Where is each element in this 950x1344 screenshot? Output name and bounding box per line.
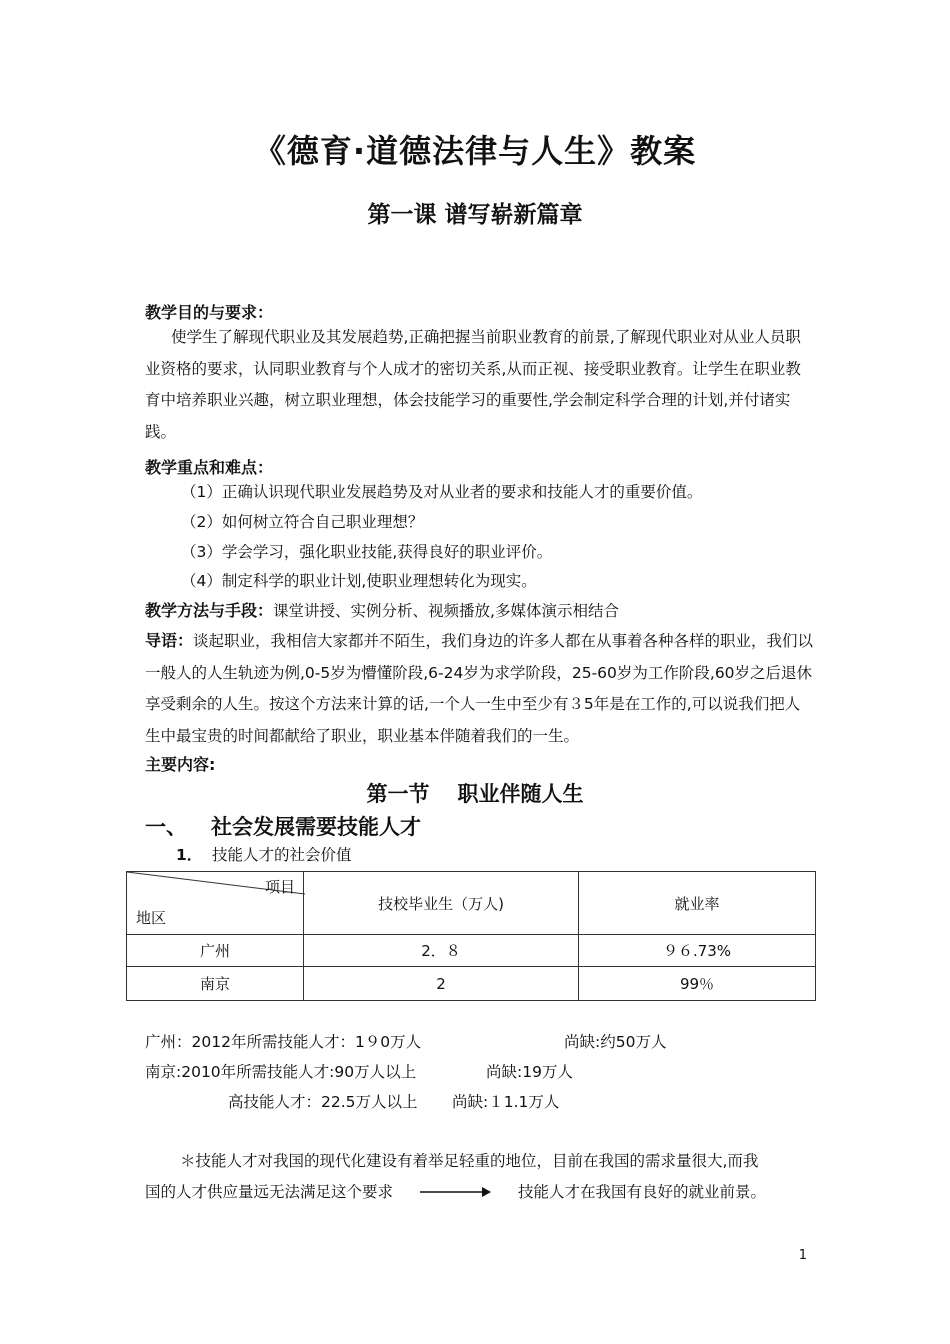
conclusion-line: ＊技能人才对我国的现代化建设有着举足轻重的地位，目前在我国的需求量很大,而我 [180,1152,759,1170]
column-header: 就业率 [579,872,816,935]
key-point-item: （1）正确认识现代职业发展趋势及对从业者的要求和技能人才的重要价值。 [181,483,703,501]
corner-label-bottom: 地区 [136,909,167,927]
key-points-heading: 教学重点和难点： [145,458,274,477]
key-point-item: （2）如何树立符合自己职业理想？ [181,513,424,531]
page-number: 1 [798,1248,807,1263]
subheading-title: 技能人才的社会价值 [212,846,352,864]
graduates-cell: 2．８ [304,935,579,967]
lesson-title: 第一课 谱写崭新篇章 [367,202,583,228]
table-row [127,935,816,967]
document-title: 《德育·道德法律与人生》教案 [253,132,697,170]
section-heading [0,778,950,808]
table-row [127,967,816,1001]
key-point-item: （4）制定科学的职业计划,使职业理想转化为现实。 [181,572,537,590]
corner-label-top: 项目 [264,878,295,896]
graduates-table [126,871,816,1001]
intro-heading: 导语： [145,631,194,650]
main-content-heading: 主要内容: [145,755,216,774]
methods-line [145,596,619,626]
stat-line: 广州：2012年所需技能人才：1９0万人 [145,1033,422,1051]
section-title: 职业伴随人生 [457,782,584,806]
section-number: 第一节 [366,782,430,806]
heading-number: 一、 [145,815,187,839]
objectives-heading: 教学目的与要求： [145,303,274,322]
table-corner-cell [127,872,304,935]
stat-line: 高技能人才：22.5万人以上 [228,1093,418,1111]
graduates-cell: 2 [304,967,579,1001]
key-point-item: （3）学会学习，强化职业技能,获得良好的职业评价。 [181,543,553,561]
objectives-text: 使学生了解现代职业及其发展趋势,正确把握当前职业教育的前景,了解现代职业对从业人员职业资格的要求，认同职业教育与个人成才的密切关系,从而正视、接受职业教育。让学生在职业教育中培养职业兴趣，树立职业理想，体会技能学习的重要性,学会制定科学合理的计划,并付诸实践。 [145,328,801,441]
methods-text: 课堂讲授、实例分析、视频播放,多媒体演示相结合 [273,602,619,620]
heading-level-1 [145,811,421,841]
conclusion-line: 技能人才在我国有良好的就业前景。 [518,1183,767,1201]
right-arrow-icon [420,1185,492,1199]
subheading-number: 1． [176,846,203,864]
rate-cell: ９６.73% [579,935,816,967]
objectives-paragraph [145,322,815,448]
stat-shortfall: 尚缺:19万人 [486,1063,573,1081]
rate-cell: 99％ [579,967,816,1001]
intro-text: 谈起职业，我相信大家都并不陌生，我们身边的许多人都在从事着各种各样的职业，我们以一般人的人生轨迹为例,0-5岁为懵懂阶段,6-24岁为求学阶段，25-60岁为工作阶段,60岁之后退休享受剩余的人生。按这个方法来计算的话,一个人一生中至少有３5年是在工作的,可以说我们把人生中最宝贵的时间都献给了职业，职业基本伴随着我们的一生。 [145,632,814,745]
stat-shortfall: 尚缺:约50万人 [564,1033,667,1051]
intro-paragraph [145,625,815,752]
stat-line: 南京:2010年所需技能人才:90万人以上 [145,1063,417,1081]
conclusion-line: 国的人才供应量远无法满足这个要求 [145,1183,394,1201]
column-header: 技校毕业生（万人) [304,872,579,935]
heading-title: 社会发展需要技能人才 [211,815,421,839]
region-cell: 南京 [127,967,304,1001]
subheading [176,840,352,870]
region-cell: 广州 [127,935,304,967]
methods-heading: 教学方法与手段： [145,601,274,620]
stat-shortfall: 尚缺:１1.1万人 [452,1093,560,1111]
